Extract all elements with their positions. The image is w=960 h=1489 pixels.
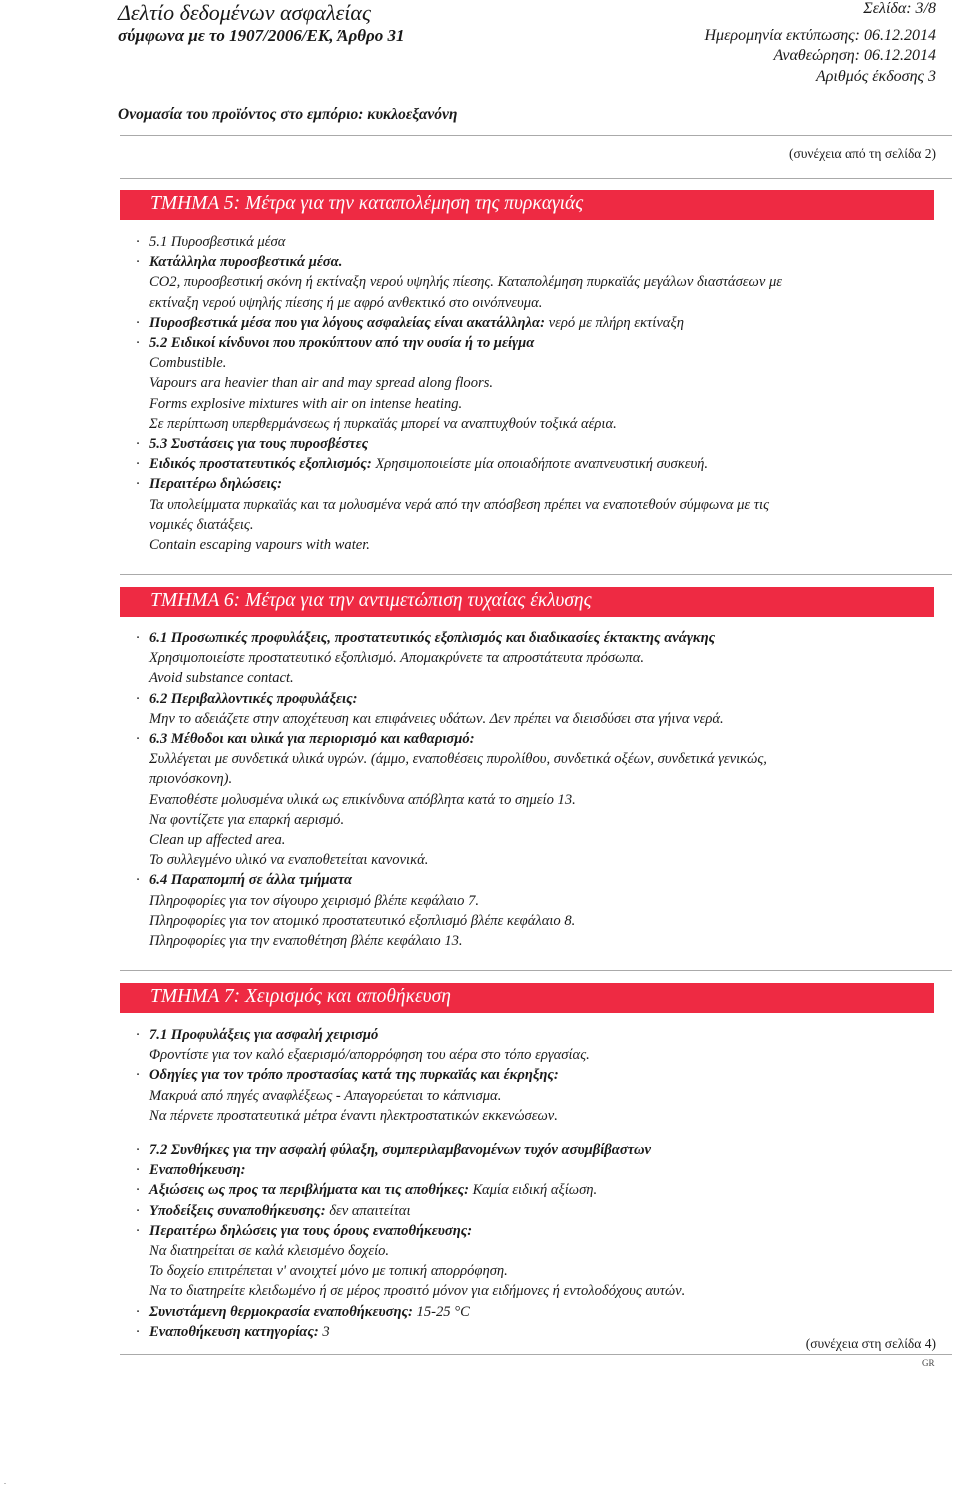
section-7-content: [136, 1025, 952, 1342]
section-6-banner: [120, 587, 934, 617]
text-line: Συλλέγεται με συνδετικά υλικά υγρών. (άμμο, εναποθέσεις πυρολίθου, συνδετικά οξέων, συνδετικά γενικώς,: [149, 751, 767, 768]
text-line: Να το διατηρείτε κλειδωμένο ή σε μέρος προσιτό μόνον για ειδήμονες ή εντολοδόχους αυτών.: [149, 1283, 686, 1300]
list-item: · 6.2 Περιβαλλοντικές προφυλάξεις:: [136, 690, 358, 707]
section-5-content: [136, 232, 952, 555]
page-number: Σελίδα: 3/8: [863, 0, 936, 17]
continued-to: (συνέχεια στη σελίδα 4): [805, 1336, 936, 1351]
divider: [120, 970, 952, 971]
list-item: · 5.1 Πυροσβεστικά μέσα: [136, 234, 286, 250]
text-line: Να διατηρείται σε καλά κλεισμένο δοχείο.: [149, 1243, 390, 1260]
revision-date: Αναθεώρηση: 06.12.2014: [773, 47, 936, 64]
section-7-title: ΤΜΗΜΑ 7: Χειρισμός και αποθήκευση: [150, 986, 451, 1007]
print-date: Ημερομηνία εκτύπωσης: 06.12.2014: [704, 27, 936, 44]
divider: [120, 135, 952, 136]
list-item: · 5.2 Ειδικοί κίνδυνοι που προκύπτουν από την ουσία ή το μείγμα: [136, 335, 535, 352]
text-line: Πληροφορίες για τον σίγουρο χειρισμό βλέπε κεφάλαιο 7.: [149, 892, 480, 909]
version-number: Αριθμός έκδοσης 3: [815, 68, 936, 85]
list-item: · 7.1 Προφυλάξεις για ασφαλή χειρισμό: [136, 1027, 379, 1043]
list-item: · 6.4 Παραπομπή σε άλλα τμήματα: [136, 872, 353, 889]
text-line: Πληροφορίες για τον ατομικό προστατευτικό εξοπλισμό βλέπε κεφάλαιο 8.: [149, 912, 576, 929]
section-5-banner: [120, 190, 934, 220]
text-line: Avoid substance contact.: [149, 670, 294, 687]
section-6-title: ΤΜΗΜΑ 6: Μέτρα για την αντιμετώπιση τυχαίας έκλυσης: [150, 590, 592, 611]
list-item: · Περαιτέρω δηλώσεις:: [136, 476, 282, 493]
section-6-content: [136, 628, 952, 951]
section-7-banner: [120, 983, 934, 1013]
page-corner-mark: .: [4, 1477, 6, 1486]
text-line: Πληροφορίες για την εναποθέτηση βλέπε κεφάλαιο 13.: [149, 933, 463, 950]
list-item: · Αξιώσεις ως προς τα περιβλήματα και τις αποθήκες: Καμία ειδική αξίωση.: [136, 1182, 598, 1199]
text-line: εκτίναξη νερού υψηλής πίεσης ή με αφρό ανθεκτικό στο οινόπνευμα.: [149, 294, 543, 311]
text-line: Vapours ara heavier than air and may spread along floors.: [149, 375, 494, 392]
text-line: πριονόσκονη).: [149, 771, 233, 788]
text-line: Χρησιμοποιείστε προστατευτικό εξοπλισμό. Απομακρύνετε τα απροστάτευτα πρόσωπα.: [149, 650, 645, 667]
divider: [120, 574, 952, 575]
divider: [120, 1354, 952, 1355]
list-item: · 7.2 Συνθήκες για την ασφαλή φύλαξη, συμπεριλαμβανομένων τυχόν ασυμβίβαστων: [136, 1142, 651, 1159]
list-item: · 5.3 Συστάσεις για τους πυροσβέστες: [136, 436, 369, 453]
list-item: · Ειδικός προστατευτικός εξοπλισμός: Χρησιμοποιείστε μία οποιαδήποτε αναπνευστική συσκευή.: [136, 456, 709, 473]
text-line: Εναποθέστε μολυσμένα υλικά ως επικίνδυνα απόβλητα κατά το σημείο 13.: [149, 791, 576, 808]
text-line: Φροντίστε για τον καλό εξαερισμό/απορρόφηση του αέρα στο τόπο εργασίας.: [149, 1047, 590, 1064]
product-name: Ονομασία του προϊόντος στο εμπόριο: κυκλοεξανόνη: [118, 106, 458, 123]
list-item: · Υποδείξεις συναποθήκευσης: δεν απαιτείται: [136, 1202, 411, 1219]
text-line: Clean up affected area.: [149, 832, 286, 849]
text-line: Να φοντίζετε για επαρκή αερισμό.: [149, 811, 345, 828]
section-5-title: ΤΜΗΜΑ 5: Μέτρα για την καταπολέμηση της πυρκαγιάς: [150, 193, 584, 214]
text-line: Το συλλεγμένο υλικό να εναποθετείται κανονικά.: [149, 852, 429, 869]
list-item: · Οδηγίες για τον τρόπο προστασίας κατά της πυρκαϊάς και έκρηξης:: [136, 1067, 559, 1084]
text-line: νομικές διατάξεις.: [149, 516, 254, 533]
list-item: · Κατάλληλα πυροσβεστικά μέσα.: [136, 254, 343, 271]
list-item: · 6.1 Προσωπικές προφυλάξεις, προστατευτικός εξοπλισμός και διαδικασίες έκτακτης ανάγκης: [136, 630, 716, 646]
list-item: · Εναποθήκευση κατηγορίας: 3: [136, 1323, 330, 1340]
spacer: [136, 1126, 952, 1140]
text-line: Να πέρνετε προστατευτικά μέτρα έναντι ηλεκτροστατικών εκκενώσεων.: [149, 1107, 558, 1124]
document-title: Δελτίο δεδομένων ασφαλείας: [118, 0, 371, 25]
divider: [120, 178, 952, 179]
list-item: · Συνιστάμενη θερμοκρασία εναποθήκευσης: 15-25 °C: [136, 1303, 470, 1320]
text-line: Σε περίπτωση υπερθερμάνσεως ή πυρκαϊάς μπορεί να αναπτυχθούν τοξικά αέρια.: [149, 415, 617, 432]
document-subtitle: σύμφωνα με το 1907/2006/ΕΚ, Άρθρο 31: [118, 26, 405, 45]
text-line: Forms explosive mixtures with air on intense heating.: [149, 395, 463, 412]
list-item: · Εναποθήκευση:: [136, 1162, 246, 1179]
list-item: · 6.3 Μέθοδοι και υλικά για περιορισμό και καθαρισμό:: [136, 731, 475, 748]
text-line: Μην το αδειάζετε στην αποχέτευση και επιφάνειες υδάτων. Δεν πρέπει να διεισδύσει στα γήινα νερά.: [149, 710, 724, 727]
list-item: · Περαιτέρω δηλώσεις για τους όρους εναποθήκευσης:: [136, 1222, 473, 1239]
continued-from: (συνέχεια από τη σελίδα 2): [788, 146, 936, 161]
language-code: GR: [922, 1358, 935, 1368]
text-line: Μακρυά από πηγές αναφλέξεως - Απαγορεύεται το κάπνισμα.: [149, 1087, 502, 1104]
list-item: · Πυροσβεστικά μέσα που για λόγους ασφαλείας είναι ακατάλληλα: νερό με πλήρη εκτίναξη: [136, 314, 684, 331]
text-line: CO2, πυροσβεστική σκόνη ή εκτίναξη νερού υψηλής πίεσης. Καταπολέμηση πυρκαϊάς μεγάλων διαστάσεων με: [149, 274, 783, 291]
text-line: Τα υπολείμματα πυρκαϊάς και τα μολυσμένα νερά από την απόσβεση πρέπει να εναποτεθούν σύμφωνα με τις: [149, 496, 769, 513]
text-line: Combustible.: [149, 355, 227, 372]
text-line: Το δοχείο επιτρέπεται ν' ανοιχτεί μόνο με τοπική απορρόφηση.: [149, 1263, 508, 1280]
text-line: Contain escaping vapours with water.: [149, 537, 370, 554]
